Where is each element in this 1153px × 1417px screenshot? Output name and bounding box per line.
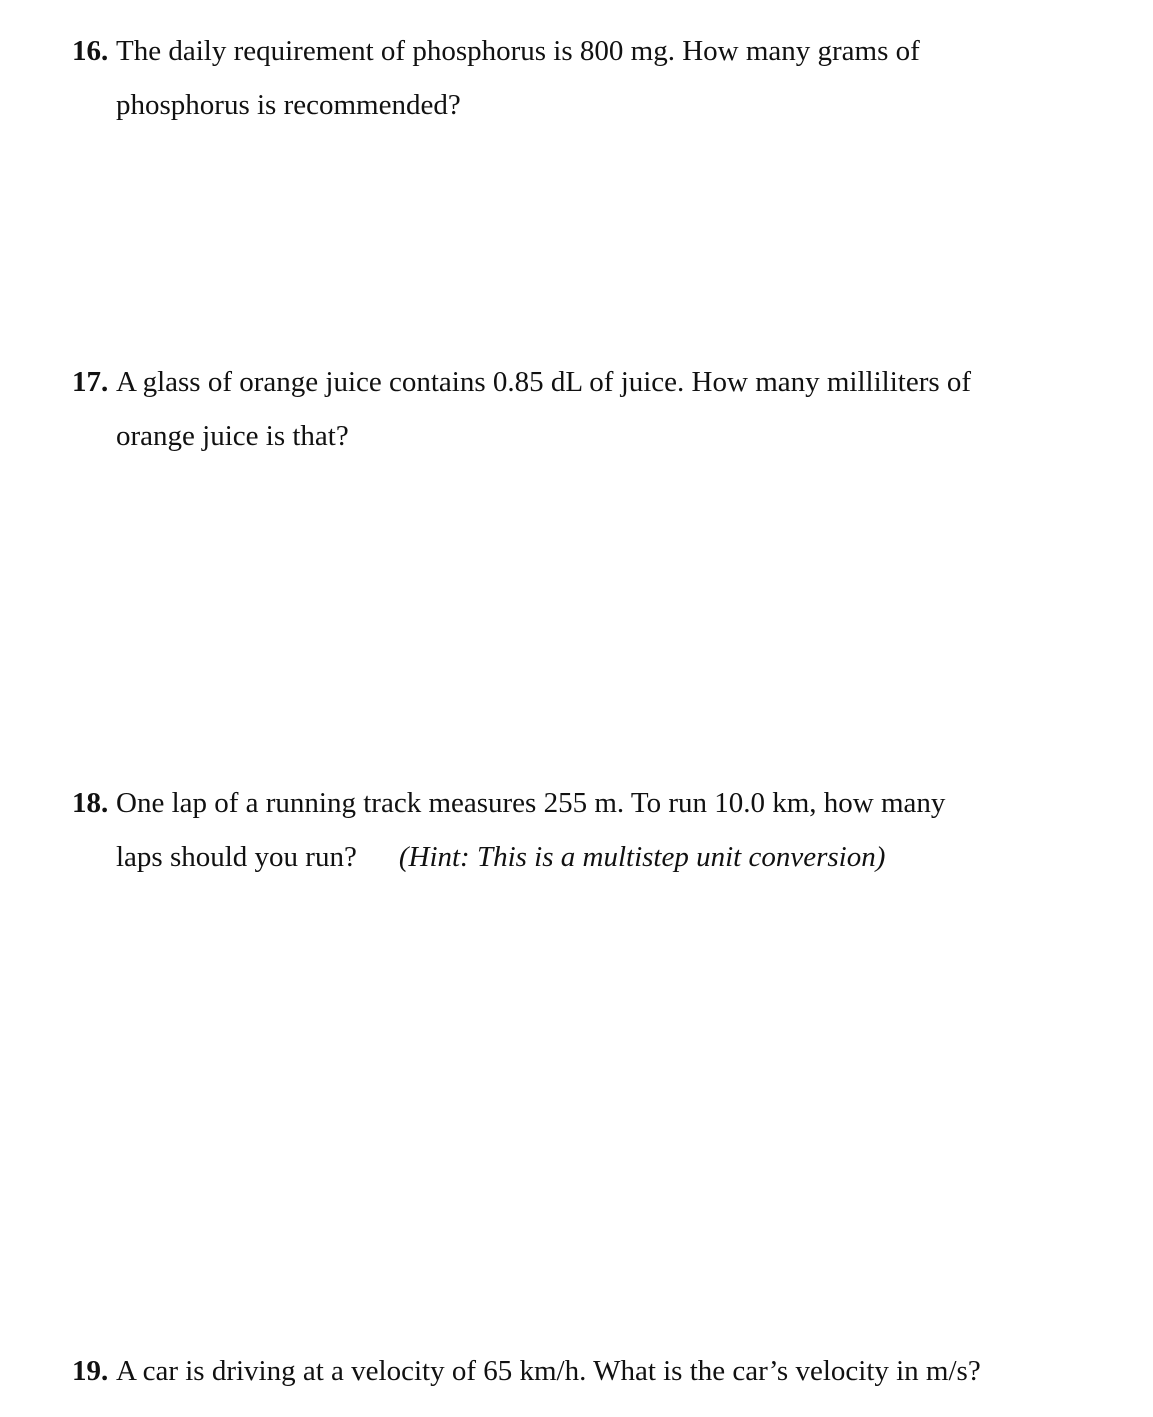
question-text: One lap of a running track measures 255 m. To run 10.0 km, how many (116, 787, 946, 819)
question-number: 17. (72, 366, 109, 398)
question-line (72, 355, 1142, 409)
question-text-continued: laps should you run? (116, 841, 357, 873)
hint-text: (Hint: This is a multistep unit conversion) (398, 841, 886, 873)
question-text-continued: phosphorus is recommended? (116, 89, 461, 121)
question-text: A car is driving at a velocity of 65 km/h. What is the car’s velocity in m/s? (116, 1355, 981, 1387)
question-18 (72, 776, 1142, 884)
question-17 (72, 355, 1142, 463)
question-number: 18. (72, 787, 109, 819)
question-line (72, 24, 1142, 78)
question-text-continued: orange juice is that? (116, 420, 349, 452)
question-16 (72, 24, 1142, 132)
question-number: 19. (72, 1355, 109, 1387)
question-line (72, 776, 1142, 830)
question-number: 16. (72, 35, 109, 67)
question-text: The daily requirement of phosphorus is 800 mg. How many grams of (116, 35, 920, 67)
question-line (72, 1344, 1142, 1398)
question-line-continued (72, 830, 1142, 884)
question-text: A glass of orange juice contains 0.85 dL of juice. How many milliliters of (116, 366, 972, 398)
question-19 (72, 1344, 1142, 1398)
